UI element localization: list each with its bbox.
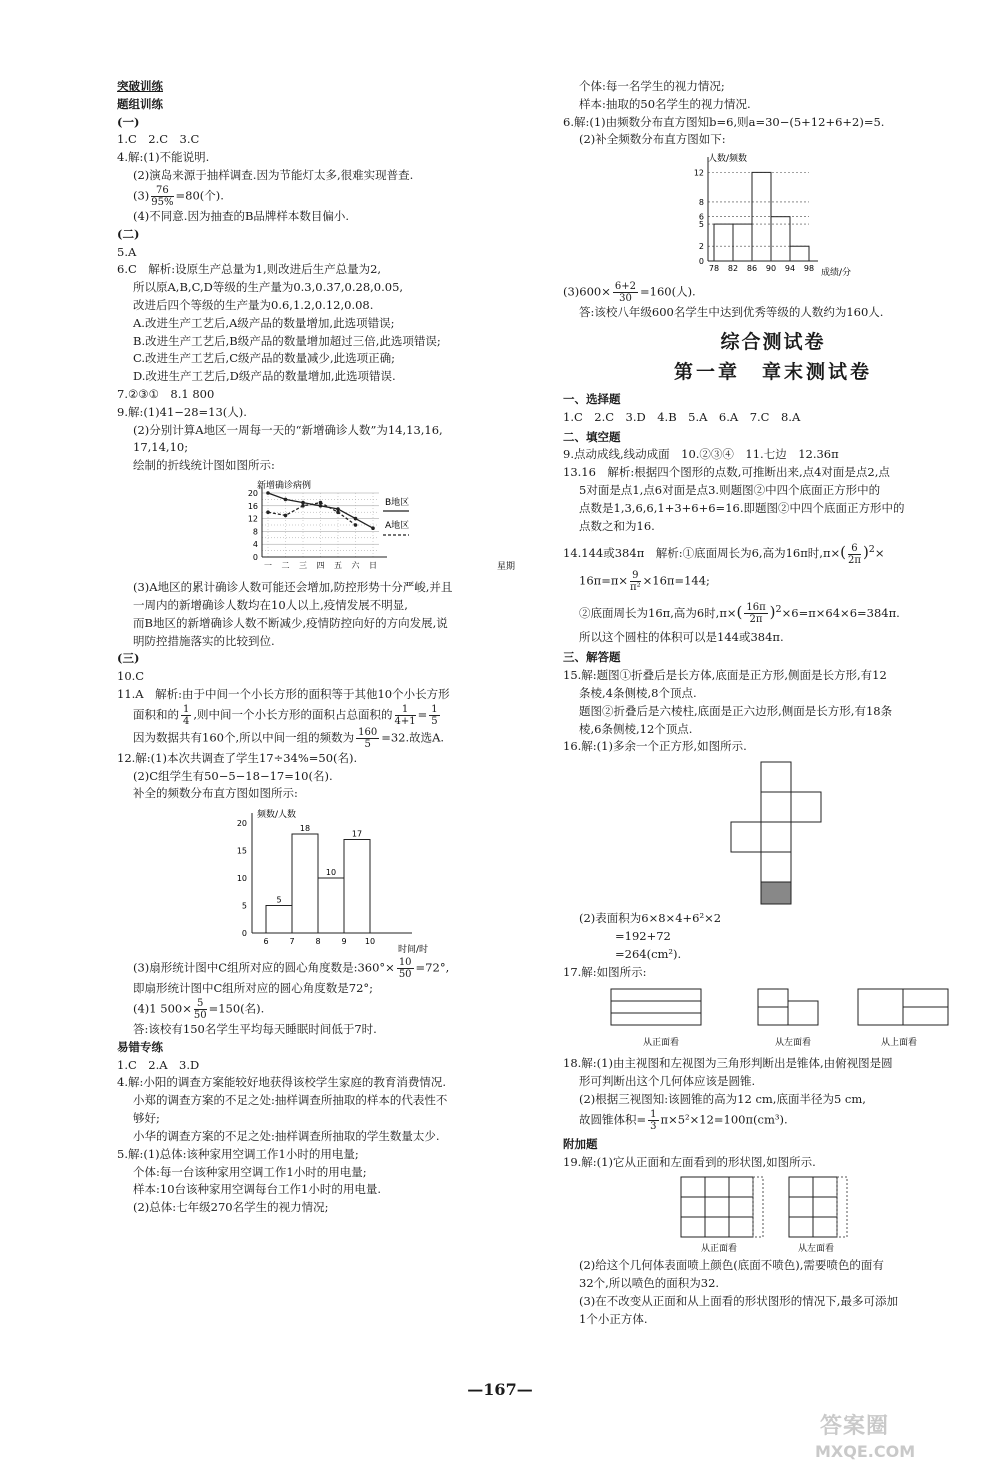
answer-line: 个体:每一台该种家用空调工作1小时的用电量; bbox=[133, 1164, 367, 1179]
denominator: 2π bbox=[848, 554, 861, 566]
answer-line: (2)表面积为6×8×4+6²×2 bbox=[579, 911, 722, 926]
y-tick-label: 0 bbox=[252, 553, 258, 563]
view-label: 从正面看 bbox=[643, 1038, 680, 1049]
series-a-point bbox=[354, 523, 358, 527]
x-tick-label: 8 bbox=[315, 937, 321, 947]
series-b-point bbox=[284, 498, 288, 502]
answer-line: 够好; bbox=[133, 1111, 160, 1126]
y-tick-label: 6 bbox=[698, 212, 704, 222]
answer-line: (2)总体:七年级270名学生的视力情况; bbox=[133, 1200, 329, 1215]
denominator: 30 bbox=[619, 293, 632, 305]
series-b-point bbox=[336, 507, 340, 511]
answer-line: 点数是1,3,6,6,1+3+6+6=16.即题图②中四个底面正方形中的 bbox=[579, 500, 905, 515]
answer-line: 点数之和为16. bbox=[579, 518, 655, 533]
group-label: (三) bbox=[117, 651, 140, 666]
answer-line: A.改进生产工艺后,A级产品的数量增加,此选项错误; bbox=[133, 315, 395, 330]
bar-value-label: 5 bbox=[276, 895, 282, 905]
fraction bbox=[429, 704, 439, 727]
y-axis-label: 人数/频数 bbox=[708, 154, 748, 165]
x-tick-label: 82 bbox=[727, 264, 739, 274]
net-square bbox=[761, 822, 791, 852]
paren: ) bbox=[769, 602, 776, 621]
series-b-point bbox=[354, 517, 358, 521]
answer-line: 14.144或384π 解析:①底面周长为6,高为16π时,π×( $\frac{6}{2\pi}$ )$^2$× bbox=[563, 542, 885, 566]
answer-line: (2)分别计算A地区一周每一天的“新增确诊人数”为14,13,16, bbox=[133, 422, 443, 437]
x-tick-label: 7 bbox=[289, 937, 295, 947]
numerator: 9 bbox=[630, 570, 641, 582]
denominator: 5 bbox=[431, 715, 438, 727]
denominator: 50 bbox=[193, 1010, 207, 1021]
fraction bbox=[613, 281, 638, 304]
answer-line: 1个小正方体. bbox=[579, 1311, 648, 1326]
answer-line bbox=[563, 601, 983, 626]
series-b-point bbox=[371, 526, 375, 530]
answer-line: 7.②③① 8.1 800 bbox=[117, 387, 215, 401]
answer-line: 棱,6条侧棱,12个顶点. bbox=[579, 721, 693, 736]
text: ②底面周长为16π,高为6时,π× bbox=[579, 605, 737, 620]
histogram-bar bbox=[318, 878, 344, 933]
answer-line: 17.解:如图所示: bbox=[563, 964, 647, 979]
answer-line: 32个,所以喷色的面积为32. bbox=[579, 1276, 720, 1291]
subsection-title: 题组训练 bbox=[117, 96, 163, 111]
watermark-url: MXQE.COM bbox=[815, 1442, 916, 1461]
answer-line: 形可判断出这个几何体应该是圆锥. bbox=[579, 1074, 756, 1089]
answer-line: (2)演岛来源于抽样调查.因为节能灯太多,很难实现普查. bbox=[133, 168, 414, 183]
y-tick-label: 2 bbox=[698, 242, 704, 252]
histogram-bar bbox=[266, 906, 292, 934]
answer-line: 4.解:(1)不能说明. bbox=[117, 150, 210, 165]
histogram-vision bbox=[563, 151, 983, 279]
y-tick-label: 5 bbox=[241, 901, 247, 911]
fraction bbox=[194, 998, 207, 1021]
series-b-point bbox=[266, 491, 270, 495]
fraction bbox=[744, 602, 767, 625]
bar-value-label: 18 bbox=[299, 824, 311, 834]
text: 故圆锥体积= bbox=[579, 1112, 647, 1127]
answer-line bbox=[563, 1109, 983, 1132]
denominator: 5 bbox=[364, 738, 371, 750]
net-square bbox=[731, 822, 761, 852]
answer-line: 1.C 2.C 3.C bbox=[117, 132, 200, 147]
x-tick-label: 二 bbox=[281, 561, 290, 571]
series-b-line bbox=[268, 493, 373, 528]
text: (4)1 500× bbox=[133, 1001, 192, 1016]
bar-value-label: 10 bbox=[325, 868, 337, 878]
section-label: 一、选择题 bbox=[563, 391, 621, 406]
section-title: 突破训练 bbox=[117, 79, 163, 93]
group-label: (一) bbox=[117, 114, 140, 129]
answer-line: 而B地区的新增确诊人数不断减少,疫情防控向好的方向发展,说 bbox=[133, 615, 448, 630]
answer-line bbox=[563, 570, 983, 593]
answer-line: 16.解:(1)多余一个正方形,如图所示. bbox=[563, 739, 747, 754]
answer-line: 小郑的调查方案的不足之处:抽样调查所抽取的样本的代表性不 bbox=[133, 1093, 448, 1108]
answer-line: 补全的频数分布直方图如图所示: bbox=[133, 786, 298, 801]
denominator: 4+1 bbox=[394, 715, 416, 727]
view-label: 从正面看 bbox=[701, 1244, 738, 1255]
answer-line: (3)A地区的累计确诊人数可能还会增加,防控形势十分严峻,并且 bbox=[133, 580, 453, 595]
grid-views-diagram bbox=[563, 1173, 983, 1255]
x-tick-label: 一 bbox=[264, 561, 272, 571]
answer-line: 17,14,10; bbox=[133, 440, 189, 455]
front-view bbox=[611, 989, 701, 1025]
series-a-point bbox=[319, 501, 323, 505]
answer-line: C.改进生产工艺后,C级产品的数量减少,此选项正确; bbox=[133, 351, 396, 366]
series-b-point bbox=[319, 504, 323, 508]
text: =80(个). bbox=[175, 188, 224, 203]
watermark-logo: 答案圈 bbox=[820, 1414, 890, 1439]
text: =32.故选A. bbox=[381, 730, 445, 745]
numerator: 1 bbox=[395, 704, 416, 716]
y-tick-label: 8 bbox=[698, 198, 704, 208]
text: 16π=π× bbox=[579, 573, 629, 588]
extra-square-shaded bbox=[761, 882, 791, 904]
answer-line: 所以原A,B,C,D等级的生产量为0.3,0.37,0.28,0.05, bbox=[133, 280, 404, 295]
answer-line: 明防控措施落实的比较到位. bbox=[133, 633, 275, 648]
answer-line: D.改进生产工艺后,D级产品的数量增加,此选项错误. bbox=[133, 369, 396, 384]
net-square bbox=[761, 852, 791, 882]
answer-line: (2)补全频数分布直方图如下: bbox=[579, 132, 726, 147]
series-a-point bbox=[284, 514, 288, 518]
answer-line: 10.C bbox=[117, 669, 145, 684]
answer-line: 条棱,4条侧棱,8个顶点. bbox=[579, 685, 697, 700]
x-axis-label: 时间/时 bbox=[398, 945, 429, 956]
text: ,则中间一个小长方形的面积占总面积的 bbox=[193, 707, 393, 722]
x-tick-label: 四 bbox=[316, 561, 325, 571]
y-tick-label: 12 bbox=[247, 514, 258, 524]
x-tick-label: 94 bbox=[784, 264, 796, 274]
y-tick-label: 20 bbox=[247, 489, 258, 499]
text: (3)扇形统计图中C组所对应的圆心角度数是:360°× bbox=[133, 960, 395, 975]
net-square bbox=[761, 762, 791, 792]
numerator: 6 bbox=[848, 543, 861, 555]
series-a-point bbox=[336, 510, 340, 514]
numerator: 160 bbox=[358, 726, 378, 738]
x-tick-label: 86 bbox=[746, 264, 758, 274]
answer-line: 个体:每一名学生的视力情况; bbox=[579, 79, 725, 93]
answer-line: 9.解:(1)41−28=13(人). bbox=[117, 404, 247, 419]
answer-line: (2)根据三视图知:该圆锥的高为12 cm,底面半径为5 cm, bbox=[579, 1092, 866, 1106]
legend-a: A地区 bbox=[385, 521, 410, 532]
y-tick-label: 4 bbox=[252, 540, 258, 550]
text: 因为数据共有160个,所以中间一组的频数为 bbox=[133, 730, 355, 745]
histogram-sleep bbox=[117, 805, 547, 955]
y-tick-label: 8 bbox=[252, 527, 258, 537]
histogram-bar bbox=[771, 217, 790, 261]
text: 面积和的 bbox=[133, 707, 179, 722]
group-label: (二) bbox=[117, 226, 140, 241]
x-tick-label: 三 bbox=[299, 561, 307, 571]
answer-line: 5对面是点1,点6对面是点3.则题图②中四个底面正方形中的 bbox=[579, 483, 881, 497]
numerator: 1 bbox=[431, 703, 438, 715]
answer-line: 4.解:小阳的调查方案能较好地获得该校学生家庭的教育消费情况. bbox=[117, 1075, 446, 1090]
net-diagram bbox=[563, 758, 983, 908]
answer-line: 答:该校有150名学生平均每天睡眠时间低于7时. bbox=[133, 1022, 377, 1036]
answer-line: 题图②折叠后是六棱柱,底面是正六边形,侧面是长方形,有18条 bbox=[579, 703, 893, 718]
answer-line: =192+72 bbox=[615, 928, 671, 943]
fraction bbox=[648, 1109, 658, 1132]
answer-line: 改进后四个等级的生产量为0.6,1.2,0.12,0.08. bbox=[133, 297, 374, 312]
numerator: 10 bbox=[398, 957, 412, 969]
front-grid bbox=[681, 1177, 753, 1237]
x-tick-label: 9 bbox=[341, 937, 347, 947]
three-views-diagram bbox=[563, 983, 983, 1053]
numerator: 76 bbox=[151, 185, 173, 197]
answer-line bbox=[117, 727, 547, 750]
histogram-bar bbox=[733, 224, 752, 261]
x-tick-label: 五 bbox=[334, 561, 342, 571]
histogram-bar bbox=[714, 224, 733, 261]
net-square bbox=[761, 792, 791, 822]
fraction bbox=[181, 704, 191, 727]
y-tick-label: 0 bbox=[698, 257, 704, 267]
view-label: 从上面看 bbox=[881, 1038, 918, 1049]
answer-line bbox=[117, 704, 547, 727]
net-square bbox=[791, 792, 821, 822]
answer-line: 6.C 解析:设原生产总量为1,则改进后生产总量为2, bbox=[117, 262, 382, 277]
histogram-bar bbox=[292, 834, 318, 933]
answer-line: (3)在不改变从正面和从上面看的形状图形的情况下,最多可添加 bbox=[579, 1294, 898, 1309]
section-label: 二、填空题 bbox=[563, 429, 621, 444]
y-tick-label: 5 bbox=[698, 220, 704, 230]
answer-line: B.改进生产工艺后,B级产品的数量增加超过三倍,此选项错误; bbox=[133, 333, 441, 348]
answer-line bbox=[117, 957, 547, 980]
y-axis-label: 新增确诊病例 bbox=[257, 481, 312, 492]
x-tick-label: 90 bbox=[765, 264, 777, 274]
fraction bbox=[630, 570, 641, 593]
answer-line: 样本:10台该种家用空调每台工作1小时的用电量. bbox=[133, 1182, 381, 1197]
denominator: 3 bbox=[650, 1120, 657, 1132]
fraction bbox=[151, 185, 173, 208]
section-label: 附加题 bbox=[563, 1136, 598, 1151]
left-column bbox=[117, 78, 547, 1217]
answer-line: 绘制的折线统计图如图所示: bbox=[133, 458, 275, 473]
paren: ( bbox=[736, 602, 743, 621]
histogram-bar bbox=[344, 840, 370, 934]
denominator: 4 bbox=[183, 715, 190, 727]
answer-line: =264(cm²). bbox=[615, 946, 682, 961]
answer-line: 5.A bbox=[117, 244, 137, 259]
fraction bbox=[356, 727, 379, 750]
y-tick-label: 0 bbox=[241, 929, 247, 939]
denominator: π² bbox=[630, 581, 641, 593]
y-tick-label: 16 bbox=[247, 501, 258, 511]
bar-value-label: 17 bbox=[351, 829, 363, 839]
series-a-point bbox=[301, 504, 305, 508]
y-tick-label: 20 bbox=[236, 819, 247, 829]
numerator: 5 bbox=[194, 998, 207, 1010]
y-axis-label: 频数/人数 bbox=[257, 810, 297, 821]
paren: ) bbox=[862, 543, 869, 562]
denominator: 95% bbox=[151, 196, 174, 208]
text: =72°, bbox=[415, 960, 450, 975]
x-tick-label: 六 bbox=[351, 561, 360, 571]
histogram-bar bbox=[790, 246, 809, 261]
text: (3) bbox=[133, 188, 150, 203]
exponent: 2 bbox=[868, 544, 875, 556]
answer-line bbox=[563, 281, 983, 304]
x-tick-label: 日 bbox=[369, 561, 377, 571]
numerator: 16π bbox=[746, 602, 766, 614]
answer-line: 15.解:题图①折叠后是长方体,底面是正方形,侧面是长方形,有12 bbox=[563, 668, 887, 683]
answer-line: (2)给这个几何体表面喷上颜色(底面不喷色),需要喷色的面有 bbox=[579, 1258, 884, 1273]
x-axis-label: 成绩/分 bbox=[821, 268, 852, 279]
answer-line bbox=[117, 185, 547, 208]
numerator: 1 bbox=[650, 1108, 657, 1120]
x-tick-label: 98 bbox=[803, 264, 815, 274]
answer-line: 9.点动成线,线动成面 10.②③④ 11.七边 12.36π bbox=[563, 447, 839, 462]
answer-line: 1.C 2.A 3.D bbox=[117, 1057, 200, 1072]
section-label: 三、解答题 bbox=[563, 650, 621, 665]
numerator: 1 bbox=[183, 703, 190, 715]
answer-line: 所以这个圆柱的体积可以是144或384π. bbox=[579, 630, 784, 645]
denominator: 50 bbox=[398, 969, 412, 981]
answer-line: 即扇形统计图中C组所对应的圆心角度数是72°; bbox=[133, 981, 374, 996]
fraction bbox=[848, 543, 861, 566]
numerator: 6+2 bbox=[614, 281, 636, 293]
paren: ( bbox=[840, 543, 846, 562]
page-number: —167— bbox=[467, 1380, 533, 1399]
x-tick-label: 10 bbox=[364, 937, 376, 947]
answer-line: 5.解:(1)总体:该种家用空调工作1小时的用电量; bbox=[117, 1146, 359, 1161]
exponent: 2 bbox=[775, 604, 782, 616]
answer-line: 19.解:(1)它从正面和左面看到的形状图,如图所示. bbox=[563, 1154, 816, 1169]
y-tick-label: 15 bbox=[236, 846, 247, 856]
answer-line: 13.16 解析:根据四个图形的点数,可推断出来,点4对面是点2,点 bbox=[563, 465, 890, 480]
answer-line: 小华的调查方案的不足之处:抽样调查所抽取的学生数量太少. bbox=[133, 1128, 440, 1143]
x-axis-label: 星期 bbox=[497, 562, 516, 573]
text: (3)600× bbox=[563, 284, 611, 299]
view-label: 从左面看 bbox=[775, 1038, 812, 1049]
answer-line: (4)不同意.因为抽查的B品牌样本数目偏小. bbox=[133, 208, 350, 223]
view-label: 从左面看 bbox=[798, 1244, 835, 1255]
answer-line: (2)C组学生有50−5−18−17=10(名). bbox=[133, 768, 333, 783]
x-tick-label: 78 bbox=[708, 264, 720, 274]
denominator: 2π bbox=[749, 614, 763, 626]
text: ×16π=144; bbox=[642, 573, 710, 588]
answer-line: 一周内的新增确诊人数均在10人以上,疫情发展不明显, bbox=[133, 597, 408, 612]
legend-b: B地区 bbox=[385, 498, 410, 509]
answer-line: 6.解:(1)由频数分布直方图知b=6,则a=30−(5+12+6+2)=5. bbox=[563, 114, 885, 129]
text: ×6=π×64×6=384π. bbox=[781, 605, 900, 620]
answer-line: 11.A 解析:由于中间一个小长方形的面积等于其他10个小长方形 bbox=[117, 686, 450, 701]
y-tick-label: 10 bbox=[236, 874, 247, 884]
series-b-point bbox=[301, 501, 305, 505]
text: 14.144或384π 解析:①底面周长为6,高为16π时,π× bbox=[563, 546, 841, 561]
answer-line bbox=[117, 998, 547, 1021]
x-tick-label: 6 bbox=[263, 937, 269, 947]
chapter-heading: 第一章 章末测试卷 bbox=[673, 360, 872, 383]
right-column bbox=[563, 78, 983, 1329]
answer-line: 18.解:(1)由主视图和左视图为三角形判断出是锥体,由俯视图是圆 bbox=[563, 1056, 893, 1071]
answer-line: 答:该校八年级600名学生中达到优秀等级的人数约为160人. bbox=[579, 305, 884, 320]
y-tick-label: 12 bbox=[693, 168, 704, 178]
answer-line: 1.C 2.C 3.D 4.B 5.A 6.A 7.C 8.A bbox=[563, 409, 801, 424]
text: =150(名). bbox=[208, 1001, 265, 1016]
text: = bbox=[417, 707, 428, 722]
line-chart-covid bbox=[117, 477, 547, 577]
fraction bbox=[397, 957, 414, 980]
text: =160(人). bbox=[640, 284, 696, 299]
text: π×5²×12=100π(cm³). bbox=[660, 1112, 788, 1127]
answer-line: 12.解:(1)本次共调查了学生17÷34%=50(名). bbox=[117, 750, 358, 765]
fraction bbox=[395, 704, 416, 727]
subsection-title: 易错专练 bbox=[117, 1039, 163, 1054]
test-heading: 综合测试卷 bbox=[720, 331, 826, 354]
answer-line: 样本:抽取的50名学生的视力情况. bbox=[579, 96, 751, 111]
series-a-point bbox=[266, 510, 270, 514]
